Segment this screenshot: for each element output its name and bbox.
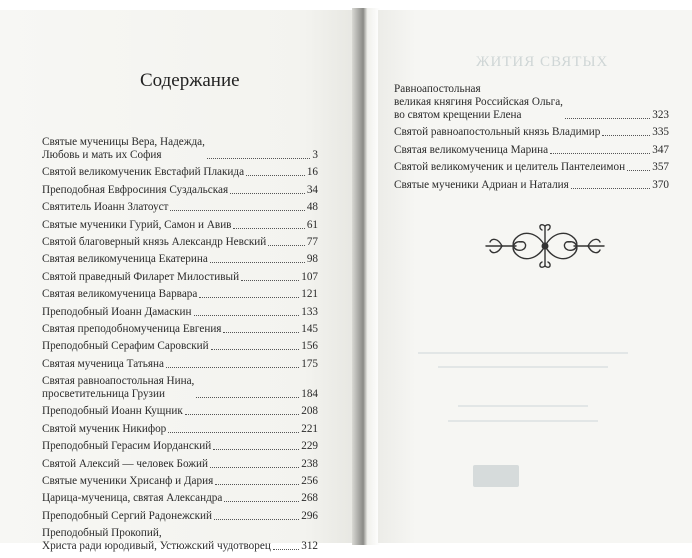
toc-entry (42, 405, 318, 418)
dot-leader (196, 397, 299, 398)
page-number: 16 (306, 166, 318, 179)
entry-title (42, 236, 266, 249)
right-page (378, 10, 692, 543)
toc-entry (42, 475, 318, 488)
dot-leader (273, 549, 299, 550)
page-number: 268 (301, 492, 318, 505)
entry-title (42, 253, 208, 266)
entry-title (42, 440, 211, 453)
bleed-through-line (438, 366, 608, 368)
bleed-through-title: ЖИТИЯ СВЯТЫХ (476, 54, 609, 70)
entry-title (394, 144, 548, 157)
left-page (0, 10, 359, 553)
dot-leader (627, 170, 650, 171)
dot-leader (223, 332, 299, 333)
entry-title-line: Святой праведный Филарет Милостивый (42, 270, 240, 283)
page-number: 357 (652, 161, 669, 174)
entry-title (42, 475, 213, 488)
entry-title (394, 126, 600, 139)
dot-leader (241, 280, 299, 281)
dot-leader (268, 245, 305, 246)
toc-entry (42, 492, 318, 505)
page-number: 323 (652, 109, 669, 121)
entry-title-line: Святой мученик Никифор (42, 422, 167, 435)
toc-entry (42, 375, 318, 401)
entry-title (394, 179, 569, 192)
toc-entry (42, 136, 318, 162)
entry-title (42, 423, 166, 436)
toc-entry (42, 527, 318, 553)
entry-title-line: Святые мученицы Вера, Надежда, (42, 136, 205, 148)
entry-title-line: Преподобный Серафим Саровский (42, 340, 209, 353)
entry-title-line: Святитель Иоанн Златоуст (42, 201, 169, 214)
dot-leader (571, 188, 650, 189)
entry-title-line: Святой Алексий — человек Божий (42, 457, 208, 470)
page-number: 370 (652, 178, 669, 191)
bleed-through-line (458, 405, 588, 407)
entry-title-line: Преподобная Евфросиния Суздальская (42, 183, 229, 196)
dot-leader (168, 432, 299, 433)
page-number: 61 (306, 218, 318, 231)
toc-entry (42, 340, 318, 353)
dot-leader (207, 158, 310, 159)
entry-title-line: просветительница Грузии (42, 388, 165, 401)
toc-entry (42, 323, 318, 336)
entry-title-line: Христа ради юродивый, Устюжский чудотворец (42, 540, 271, 553)
dot-leader (210, 262, 305, 263)
entry-title-line: Святой равноапостольный князь Владимир (394, 126, 601, 139)
entry-title-line: Преподобный Иоанн Дамаскин (42, 305, 192, 318)
toc-entry (42, 184, 318, 197)
page-number: 175 (301, 357, 318, 370)
page-number: 48 (306, 201, 318, 214)
entry-title-line: Царица-мученица, святая Александра (42, 492, 223, 505)
entry-title (42, 136, 205, 162)
entry-title (42, 306, 192, 319)
dot-leader (211, 349, 300, 350)
page-number: 296 (301, 509, 318, 522)
toc-entry (42, 358, 318, 371)
entry-title-line: Преподобный Герасим Иорданский (42, 440, 212, 453)
entry-title (394, 83, 563, 122)
page-number: 208 (301, 405, 318, 418)
entry-title-line: Святая великомученица Марина (394, 143, 549, 156)
toc-entry (42, 201, 318, 214)
dot-leader (233, 228, 304, 229)
page-number: 312 (301, 540, 318, 553)
dot-leader (199, 297, 299, 298)
entry-title (42, 527, 271, 553)
entry-title (42, 510, 212, 523)
dot-leader (246, 175, 305, 176)
dot-leader (224, 501, 299, 502)
page-number: 145 (301, 322, 318, 335)
toc-entry (42, 271, 318, 284)
entry-title (42, 219, 231, 232)
entry-title-line: Святые мученики Адриан и Наталия (394, 178, 569, 191)
dot-leader (230, 193, 305, 194)
entry-title-line: Преподобный Иоанн Кущник (42, 405, 183, 418)
toc-entry (42, 288, 318, 301)
page-number: 221 (301, 422, 318, 435)
entry-title-line: Преподобный Прокопий, (42, 527, 162, 540)
bleed-through-logo (473, 465, 519, 487)
toc-entry (42, 306, 318, 319)
entry-title (394, 161, 625, 174)
dot-leader (550, 153, 650, 154)
floral-ornament-icon (482, 218, 608, 274)
entry-title-line: Святая мученица Татьяна (42, 357, 164, 370)
entry-title-line: Святой великомученик и целитель Пантелеимон (394, 161, 626, 174)
toc-entry (42, 423, 318, 436)
entry-title-line: Святые мученики Хрисанф и Дария (42, 475, 214, 488)
entry-title (42, 201, 168, 214)
entry-title-line: Святая преподобномученица Евгения (42, 322, 222, 335)
dot-leader (565, 118, 650, 119)
page-number: 121 (301, 288, 318, 301)
toc-entry (394, 179, 669, 192)
entry-title-line: Святая великомученица Екатерина (42, 253, 208, 266)
entry-title-line: великая княгиня Российская Ольга, (394, 96, 563, 108)
table-of-contents-left (42, 136, 318, 558)
bleed-through-line (448, 420, 598, 422)
page-number: 77 (306, 235, 318, 248)
toc-entry (394, 144, 669, 157)
page-number: 238 (301, 457, 318, 470)
dot-leader (170, 210, 304, 211)
entry-title-line: Святая равноапостольная Нина, (42, 375, 195, 388)
page-number: 184 (301, 388, 318, 401)
entry-title-line: Святые мученики Гурий, Самон и Авив (42, 218, 232, 231)
page-number: 156 (301, 340, 318, 353)
bleed-through-line (418, 352, 628, 354)
entry-title (42, 375, 194, 401)
entry-title-line: Преподобный Сергий Радонежский (42, 509, 213, 522)
toc-entry (42, 458, 318, 471)
toc-entry (42, 253, 318, 266)
toc-entry (42, 440, 318, 453)
dot-leader (166, 367, 299, 368)
dot-leader (194, 315, 300, 316)
entry-title (42, 166, 244, 179)
page-number: 256 (301, 475, 318, 488)
entry-title (42, 340, 209, 353)
entry-title (42, 458, 208, 471)
entry-title-line: Святой благоверный князь Александр Невский (42, 235, 267, 248)
entry-title (42, 323, 221, 336)
page-number: 229 (301, 440, 318, 453)
dot-leader (214, 519, 299, 520)
toc-entry (42, 510, 318, 523)
entry-title-line: Равноапостольная (394, 83, 481, 95)
entry-title (42, 184, 228, 197)
entry-title-line: Святой великомученик Евстафий Плакида (42, 166, 245, 179)
page-number: 98 (306, 253, 318, 266)
page-number: 34 (306, 183, 318, 196)
toc-entry (42, 219, 318, 232)
entry-title-line: Святая великомученица Варвара (42, 288, 198, 301)
page-number: 335 (652, 126, 669, 139)
entry-title-line: во святом крещении Елена (394, 109, 522, 121)
toc-entry (394, 161, 669, 174)
toc-entry (394, 126, 669, 139)
page-number: 133 (301, 305, 318, 318)
table-of-contents-right (394, 83, 669, 196)
entry-title-line: Любовь и мать их София (42, 149, 162, 161)
page-number: 107 (301, 270, 318, 283)
entry-title (42, 271, 239, 284)
entry-title (42, 288, 197, 301)
entry-title (42, 492, 222, 505)
entry-title (42, 358, 164, 371)
toc-entry (42, 166, 318, 179)
dot-leader (602, 135, 650, 136)
page-number: 3 (312, 149, 318, 161)
entry-title (42, 405, 183, 418)
dot-leader (185, 414, 299, 415)
dot-leader (210, 467, 299, 468)
toc-entry (394, 83, 669, 122)
page-title: Содержание (140, 70, 240, 91)
book-spine (352, 8, 380, 545)
dot-leader (215, 484, 299, 485)
dot-leader (213, 449, 299, 450)
toc-entry (42, 236, 318, 249)
page-number: 347 (652, 143, 669, 156)
